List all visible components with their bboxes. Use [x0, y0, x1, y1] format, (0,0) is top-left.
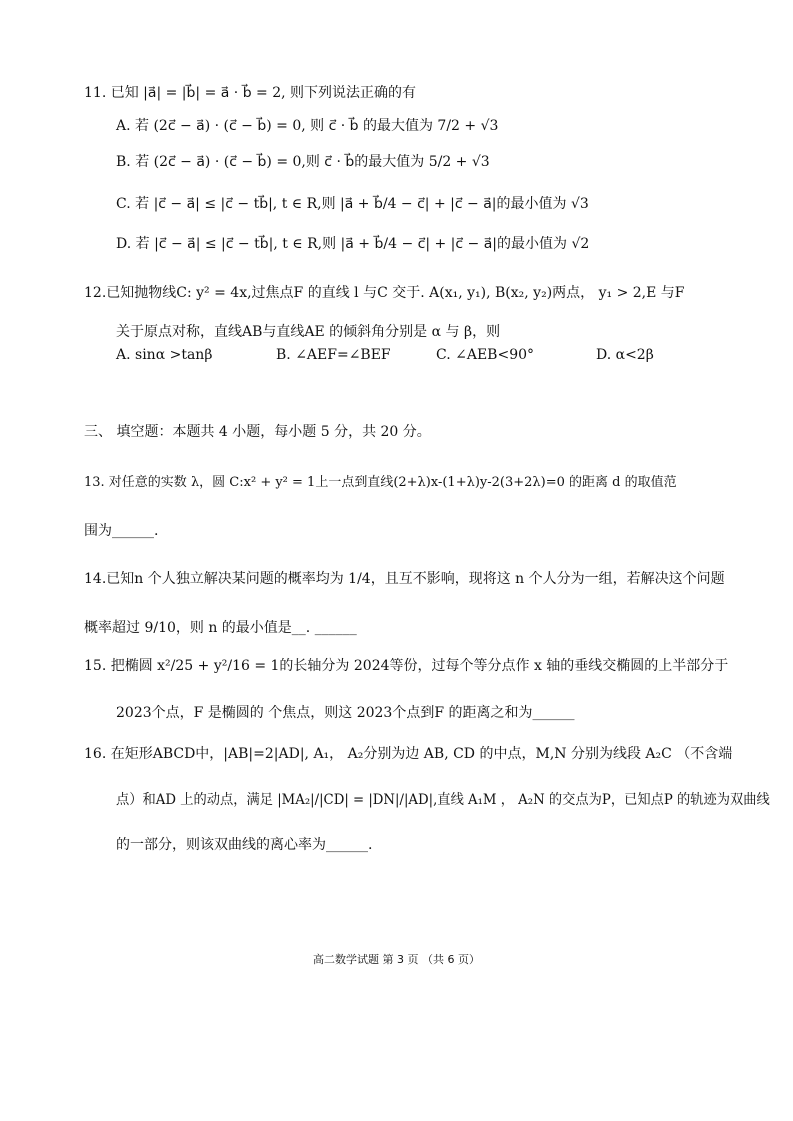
q12-option-c	[436, 345, 534, 365]
q12-option-b	[276, 345, 391, 365]
q11-option-c	[116, 194, 589, 214]
q16-line1	[84, 744, 732, 764]
q12-line2-text: 关于原点对称，直线AB与直线AE 的倾斜角分别是 α 与 β，则	[116, 324, 501, 340]
section-3-heading	[84, 422, 431, 442]
q11-stem-text: 11. 已知 |a⃗| = |b⃗| = a⃗ · b⃗ = 2, 则下列说法正确的有	[84, 85, 417, 101]
q16-line2-text: 点）和AD 上的动点，满足 |MA₂|/|CD| = |DN|/|AD|,直线 A₁M ， A₂N 的交点为P，已知点P 的轨迹为双曲线	[116, 792, 770, 808]
q11-option-b-text: B. 若 (2c⃗ − a⃗) · (c⃗ − b⃗) = 0,则 c⃗ · b⃗的最大值为 5/2 + √3	[116, 154, 490, 170]
q15-line1	[84, 656, 728, 676]
q16-line1-text: 16. 在矩形ABCD中，|AB|=2|AD|, A₁， A₂分别为边 AB, CD 的中点，M,N 分别为线段 A₂C （不含端	[84, 746, 733, 762]
q12-line1-text: 12.已知抛物线C: y² = 4x,过焦点F 的直线 l 与C 交于. A(x₁, y₁), B(x₂, y₂)两点， y₁ > 2,E 与F	[84, 285, 685, 301]
q16-line3-text: 的一部分，则该双曲线的离心率为______.	[116, 837, 373, 853]
q15-line1-text: 15. 把椭圆 x²/25 + y²/16 = 1的长轴分为 2024等份，过每个等分点作 x 轴的垂线交椭圆的上半部分于	[84, 658, 729, 674]
q13-line1	[84, 472, 677, 493]
q13-line1-text: 13. 对任意的实数 λ，圆 C:x² + y² = 1上一点到直线(2+λ)x-(1+λ)y-2(3+2λ)=0 的距离 d 的取值范	[84, 475, 677, 490]
q13-line2	[84, 521, 158, 541]
q12-option-a-text: A. sinα >tanβ	[116, 347, 213, 363]
page-footer	[0, 951, 793, 967]
q12-line1	[84, 283, 685, 303]
q11-option-d	[116, 234, 589, 254]
q11-option-d-text: D. 若 |c⃗ − a⃗| ≤ |c⃗ − tb⃗|, t ∈ R,则 |a⃗ + b⃗/4 − c⃗| + |c⃗ − a⃗|的最小值为 √2	[116, 236, 590, 252]
q16-line2	[116, 790, 770, 810]
q12-option-c-text: C. ∠AEB<90°	[436, 347, 535, 363]
page-footer-text: 高二数学试题 第 3 页 （共 6 页）	[313, 953, 480, 966]
q11-option-c-text: C. 若 |c⃗ − a⃗| ≤ |c⃗ − tb⃗|, t ∈ R,则 |a⃗ + b⃗/4 − c⃗| + |c⃗ − a⃗|的最小值为 √3	[116, 196, 589, 212]
q14-line2	[84, 618, 357, 638]
q11-option-a-text: A. 若 (2c⃗ − a⃗) · (c⃗ − b⃗) = 0, 则 c⃗ · b⃗ 的最大值为 7/2 + √3	[116, 118, 499, 134]
q12-option-d	[596, 345, 654, 365]
q11-stem	[84, 83, 416, 103]
q14-line2-text: 概率超过 9/10，则 n 的最小值是__. ______	[84, 620, 357, 636]
q12-option-a	[116, 345, 212, 365]
q14-line1-text: 14.已知n 个人独立解决某问题的概率均为 1/4，且互不影响，现将这 n 个人分为一组，若解决这个问题	[84, 571, 725, 587]
q16-line3	[116, 835, 372, 855]
q15-line2	[116, 703, 575, 723]
q13-line2-text: 围为______.	[84, 523, 159, 539]
q12-line2	[116, 322, 500, 342]
q11-option-a	[116, 116, 498, 136]
q12-option-b-text: B. ∠AEF=∠BEF	[276, 347, 391, 363]
q15-line2-text: 2023个点，F 是椭圆的 个焦点，则这 2023个点到F 的距离之和为______	[116, 705, 575, 721]
q11-option-b	[116, 152, 490, 172]
section-3-heading-text: 三、 填空题：本题共 4 小题，每小题 5 分，共 20 分。	[84, 424, 431, 440]
q14-line1	[84, 569, 725, 589]
q12-option-d-text: D. α<2β	[596, 347, 654, 363]
